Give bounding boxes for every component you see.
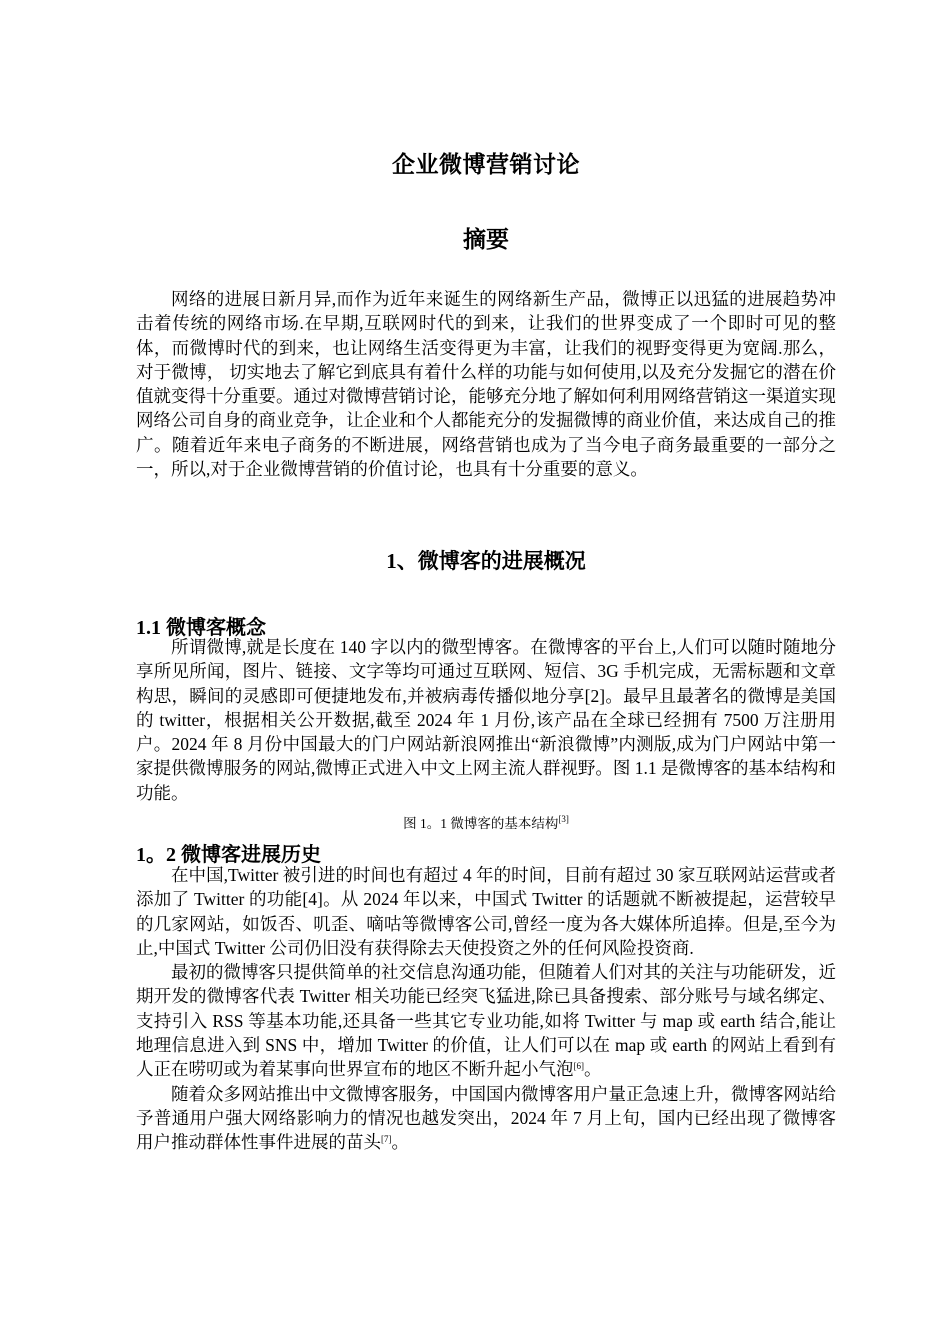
subsection-1-2-paragraph-3 [136, 1082, 836, 1155]
paragraph-3-end: 。 [391, 1132, 409, 1153]
paragraph-3-text: 随着众多网站推出中文微博客服务，中国国内微博客用户量正急速上升，微博客网站给予普通用户强大网络影响力的情况也越发突出，2024 年 7 月上旬，国内已经出现了微博客用户推动群体性事件进展的苗头 [136, 1083, 836, 1153]
subsection-1-2-body [136, 863, 836, 1155]
subsection-1-1-heading: 1.1 微博客概念 [136, 617, 266, 639]
figure-caption-ref: [3] [558, 814, 569, 824]
paragraph-2-ref: [6] [573, 1061, 584, 1072]
paragraph-2-text: 最初的微博客只提供简单的社交信息沟通功能，但随着人们对其的关注与功能研发，近期开发的微博客代表 Twitter 相关功能已经突飞猛进,除已具备搜索、部分账号与域名绑定、支持引入 RSS 等基本功能,还具备一些其它专业功能,如将 Twitter 与 map 或 earth 结合,能让地理信息进入到 SNS 中，增加 Twitter 的价值，让人们可以在 map 或 earth 的网站上看到有人正在唠叨或为着某事向世界宣布的地区不断升起小气泡 [136, 962, 836, 1080]
abstract-heading: 摘要 [463, 227, 509, 252]
subsection-1-2-heading: 1。2 微博客进展历史 [136, 844, 321, 866]
subsection-1-2-paragraph-1: 在中国,Twitter 被引进的时间也有超过 4 年的时间，目前有超过 30 家互联网站运营或者添加了 Twitter 的功能[4]。从 2024 年以来，中国式 Twitter 的话题就不断被提起，运营较早的几家网站，如饭否、叽歪、嘀咕等微博客公司,曾经一度为各大媒体所追捧。但是,至今为止,中国式 Twitter 公司仍旧没有获得除去天使投资之外的任何风险投资商. [136, 865, 836, 958]
abstract-section [136, 287, 836, 481]
subsection-1-2-paragraph-2 [136, 960, 836, 1081]
abstract-paragraph: 网络的进展日新月异,而作为近年来诞生的网络新生产品，微博正以迅猛的进展趋势冲击着传统的网络市场.在早期,互联网时代的到来，让我们的世界变成了一个即时可见的整体，而微博时代的到来，也让网络生活变得更为丰富，让我们的视野变得更为宽阔.那么，对于微博， 切实地去了解它到底具有着什么样的功能与如何使用,以及充分发掘它的潜在价值就变得十分重要。通过对微博营销讨论，能够充分地了解如何利用网络营销这一渠道实现网络公司自身的商业竞争，让企业和个人都能充分的发掘微博的商业价值，来达成自己的推广。随着近年来电子商务的不断进展，网络营销也成为了当今电子商务最重要的一部分之一，所以,对于企业微博营销的价值讨论，也具有十分重要的意义。 [136, 289, 836, 480]
figure-caption-text: 图 1。1 微博客的基本结构 [403, 816, 559, 831]
paragraph-2-end: 。 [584, 1059, 602, 1080]
paragraph-3-ref: [7] [381, 1134, 392, 1145]
document-title: 企业微博营销讨论 [392, 152, 580, 177]
section-1-heading: 1、微博客的进展概况 [386, 549, 586, 573]
subsection-1-1-body [136, 635, 836, 805]
figure-caption [136, 812, 836, 832]
subsection-1-1-paragraph: 所谓微博,就是长度在 140 字以内的微型博客。在微博客的平台上,人们可以随时随地分享所见所闻，图片、链接、文字等均可通过互联网、短信、3G 手机完成，无需标题和文章构思，瞬间的灵感即可便捷地发布,并被病毒传播似地分享[2]。最早且最著名的微博是美国的 twitter，根据相关公开数据,截至 2024 年 1 月份,该产品在全球已经拥有 7500 万注册用户。2024 年 8 月份中国最大的门户网站新浪网推出“新浪微博”内测版,成为门户网站中第一家提供微博服务的网站,微博正式进入中文上网主流人群视野。图 1.1 是微博客的基本结构和功能。 [136, 637, 836, 803]
